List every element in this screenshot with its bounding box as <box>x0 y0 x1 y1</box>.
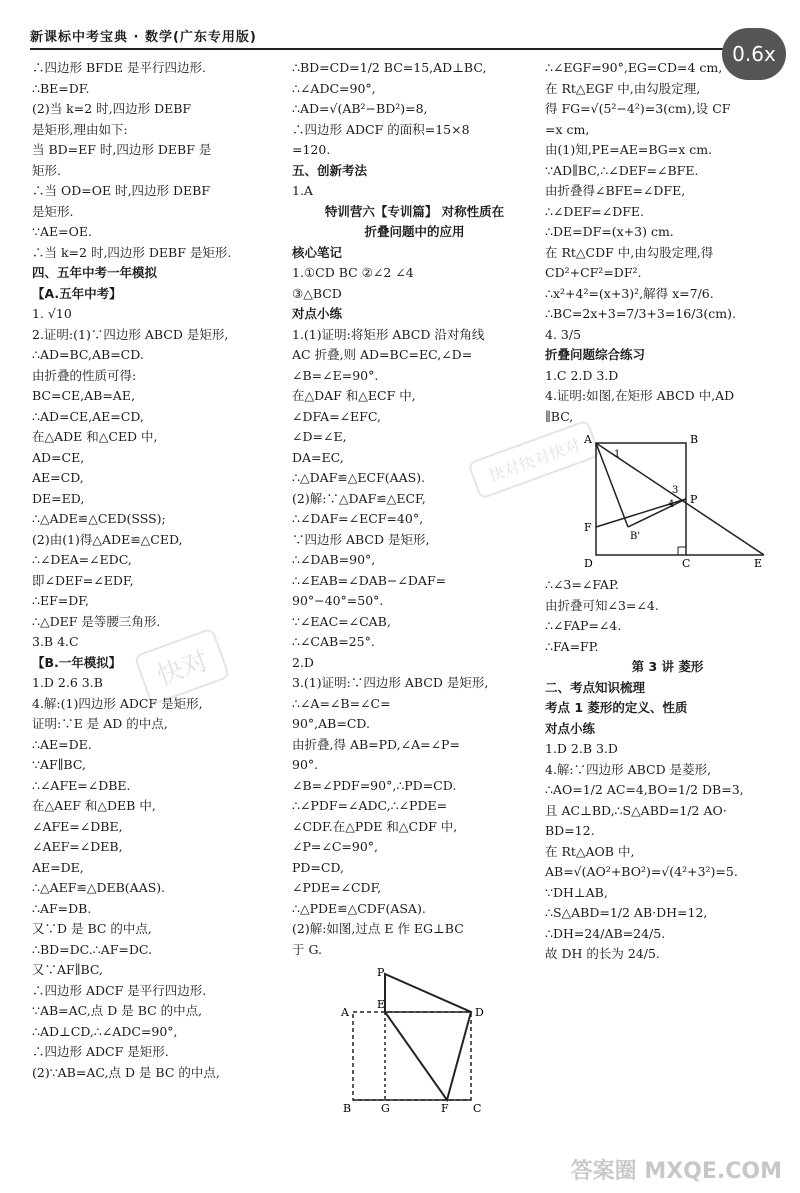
text-line: BD=12. <box>545 823 595 838</box>
text-line: 故 DH 的长为 24/5. <box>545 946 660 961</box>
text-line: ③△BCD <box>292 285 342 301</box>
text-line: (2)解:如图,过点 E 作 EG⊥BC <box>292 921 464 936</box>
line-ab-prime <box>596 443 628 527</box>
text-line: ∴AF=DB. <box>32 900 92 916</box>
text-line: ∴∠ADC=90°, <box>292 80 376 96</box>
text-line: CD²+CF²=DF². <box>545 265 642 280</box>
text-line: ∴∠EGF=90°,EG=CD=4 cm, <box>545 60 723 75</box>
text-line: ∴BC=2x+3=7/3+3=16/3(cm). <box>545 306 736 321</box>
fig2-label: P <box>689 493 697 506</box>
right-angle-mark <box>678 547 686 555</box>
column-right <box>545 58 790 1168</box>
column-left <box>32 58 277 1168</box>
text-line: 1.C 2.D 3.D <box>545 367 619 383</box>
fig2-label: B <box>689 433 698 446</box>
text-line: (2)解:∵△DAF≌△ECF, <box>292 490 426 506</box>
text-line: BC=CE,AB=AE, <box>32 388 135 403</box>
text-line: ∴x²+4²=(x+3)²,解得 x=7/6. <box>545 285 714 301</box>
dashed-rectangle <box>353 1012 471 1100</box>
text-line: 对点小练 <box>292 306 343 321</box>
zoom-badge[interactable]: 0.6x <box>722 28 786 80</box>
text-line: 即∠DEF=∠EDF, <box>32 572 134 588</box>
text-line: ∴∠AFE=∠DBE. <box>32 777 131 793</box>
fig1-label: P <box>376 966 384 979</box>
text-line: 4. 3/5 <box>545 326 582 342</box>
text-line: ∴△DEF 是等腰三角形. <box>32 613 161 629</box>
text-line: ∴四边形 ADCF 是矩形. <box>32 1044 169 1059</box>
text-line: 五、创新考法 <box>292 162 368 178</box>
text-line: 在△AEF 和△DEB 中, <box>32 798 156 813</box>
text-line: ∠PDE=∠CDF, <box>292 880 382 895</box>
text-line: 在△DAF 和△ECF 中, <box>292 388 416 403</box>
text-line: ∴当 k=2 时,四边形 DEBF 是矩形. <box>32 244 232 260</box>
text-line: ∵∠EAC=∠CAB, <box>292 613 391 629</box>
text-line: ∵AB=AC,点 D 是 BC 的中点, <box>32 1003 203 1018</box>
text-line: AE=DE, <box>32 859 84 875</box>
text-line: 1. √10 <box>32 306 72 321</box>
text-line: ∴AD=√(AB²−BD²)=8, <box>292 101 428 116</box>
fig1-label: G <box>380 1102 390 1114</box>
text-line: ∴BE=DF. <box>32 80 90 96</box>
text-line: 在 Rt△EGF 中,由勾股定理, <box>545 80 701 96</box>
text-line: (2)当 k=2 时,四边形 DEBF <box>32 101 192 116</box>
text-line: 4.证明:如图,在矩形 ABCD 中,AD <box>545 388 735 403</box>
text-line: ∴AD⊥CD,∴∠ADC=90°, <box>32 1023 178 1039</box>
watermark-stamp: 快对快对快对 <box>467 419 601 499</box>
text-line: ∵AD∥BC,∴∠DEF=∠BFE. <box>545 162 699 178</box>
text-line: ∠P=∠C=90°, <box>292 839 378 854</box>
folded-quad <box>385 974 471 1100</box>
text-line: ∴∠DAB=90°, <box>292 552 376 567</box>
text-line: 4.解:∵四边形 ABCD 是菱形, <box>545 761 712 777</box>
watermark-stamp: 快对 <box>133 627 230 706</box>
text-line: 在 Rt△CDF 中,由勾股定理,得 <box>545 244 714 260</box>
text-line: =120. <box>292 142 331 157</box>
text-line: 由折叠,得 AB=PD,∠A=∠P= <box>292 736 460 752</box>
text-line: ∴∠FAP=∠4. <box>545 618 622 633</box>
text-line: ∴AO=1/2 AC=4,BO=1/2 DB=3, <box>545 782 744 797</box>
text-line: ∴△PDE≌△CDF(ASA). <box>292 900 426 916</box>
text-line: 1.D 2.6 3.B <box>32 675 103 690</box>
column-middle <box>292 58 537 1168</box>
text-line: ∴S△ABD=1/2 AB·DH=12, <box>545 905 708 920</box>
text-line: ∴∠DEA=∠EDC, <box>32 552 132 567</box>
text-line: 1.①CD BC ②∠2 ∠4 <box>292 265 414 280</box>
text-line: ∴∠PDF=∠ADC,∴∠PDE= <box>292 798 448 813</box>
fig1-label: A <box>340 1006 349 1019</box>
text-line: ∵AE=OE. <box>32 224 92 239</box>
text-line: 由折叠的性质可得: <box>32 367 137 383</box>
fig1-label: E <box>376 998 385 1011</box>
text-line: 由折叠可知∠3=∠4. <box>545 597 659 613</box>
text-line: 90°−40°=50°. <box>292 593 384 608</box>
text-line: =x cm, <box>545 121 590 137</box>
text-line: ∵AF∥BC, <box>32 757 86 772</box>
text-line: DE=ED, <box>32 490 85 506</box>
text-line: ∴∠DAF=∠ECF=40°, <box>292 511 424 526</box>
figure-fold-rectangle <box>335 964 495 1114</box>
text-line: 当 BD=EF 时,四边形 DEBF 是 <box>32 142 212 157</box>
fig1-label: C <box>472 1102 481 1114</box>
text-line: ∠AFE=∠DBE, <box>32 818 123 834</box>
text-line: AC 折叠,则 AD=BC=EC,∠D= <box>292 347 473 362</box>
book-title: 新课标中考宝典 · 数学(广东专用版) <box>30 30 257 45</box>
fig2-label: E <box>753 557 762 570</box>
text-line: ∴BD=CD=1/2 BC=15,AD⊥BC, <box>292 60 487 75</box>
text-line: (2)∵AB=AC,点 D 是 BC 的中点, <box>32 1064 220 1080</box>
fig2-label: D <box>583 557 593 570</box>
text-line: 四、五年中考一年模拟 <box>32 265 158 280</box>
text-line: 考点 1 菱形的定义、性质 <box>545 700 688 715</box>
text-line: 又∵D 是 BC 的中点, <box>32 921 152 936</box>
text-line: ∴FA=FP. <box>545 638 599 654</box>
text-line: AB=√(AO²+BO²)=√(4²+3²)=5. <box>545 864 738 879</box>
text-line: ∴DE=DF=(x+3) cm. <box>545 224 674 239</box>
text-line: ∴∠DEF=∠DFE. <box>545 203 644 219</box>
text-line: 2.证明:(1)∵四边形 ABCD 是矩形, <box>32 326 229 342</box>
text-line: PD=CD, <box>292 859 345 875</box>
fig2-label: F <box>583 521 592 534</box>
text-line: ∴四边形 ADCF 是平行四边形. <box>32 982 207 998</box>
fig1-label: F <box>440 1102 449 1114</box>
fig2-label: B' <box>629 531 640 542</box>
text-line: ∴∠3=∠FAP. <box>545 577 619 592</box>
fig2-label: C <box>681 557 690 570</box>
text-line: 证明:∵E 是 AD 的中点, <box>32 716 168 731</box>
text-line: ∴四边形 BFDE 是平行四边形. <box>32 60 206 75</box>
text-line: 于 G. <box>292 941 322 957</box>
text-line: ∴当 OD=OE 时,四边形 DEBF <box>32 183 211 198</box>
fig2-label: 3 <box>671 485 678 496</box>
fig2-label: A <box>583 433 592 446</box>
line-b-prime-p <box>628 499 686 527</box>
text-line: ∴△AEF≌△DEB(AAS). <box>32 880 166 895</box>
text-line: 又∵AF∥BC, <box>32 962 103 977</box>
text-line: ∵四边形 ABCD 是矩形, <box>292 531 430 547</box>
fig1-label: B <box>342 1102 351 1114</box>
text-line: ∠B=∠PDF=90°,∴PD=CD. <box>292 777 457 793</box>
page-header <box>30 18 770 50</box>
text-line: ∴AE=DE. <box>32 736 92 752</box>
text-line: ∵DH⊥AB, <box>545 884 608 900</box>
text-line: ∴∠CAB=25°. <box>292 634 375 649</box>
text-line: 折叠问题综合练习 <box>545 347 646 362</box>
text-line: 核心笔记 <box>292 244 343 260</box>
text-line: 2.D <box>292 654 314 670</box>
text-line: AD=CE, <box>32 449 85 465</box>
text-line: 90°. <box>292 757 319 772</box>
text-line: 得 FG=√(5²−4²)=3(cm),设 CF <box>545 101 731 116</box>
text-line: ∴AD=CE,AE=CD, <box>32 408 144 424</box>
text-line: 【A.五年中考】 <box>32 285 122 301</box>
text-line: 3.B 4.C <box>32 634 79 649</box>
text-line: ∴AD=BC,AB=CD. <box>32 347 144 362</box>
text-line: (2)由(1)得△ADE≌△CED, <box>32 531 183 547</box>
text-line: ∴DH=24/AB=24/5. <box>545 925 666 941</box>
text-line: ∥BC, <box>545 408 574 424</box>
text-line: 在△ADE 和△CED 中, <box>32 429 158 444</box>
text-line: ∴四边形 ADCF 的面积=15×8 <box>292 121 470 137</box>
text-line: 折叠问题中的应用 <box>364 224 465 239</box>
fig2-label: 4 <box>667 499 674 510</box>
text-line: 是矩形. <box>32 203 74 219</box>
text-line: 第 3 讲 菱形 <box>631 659 704 674</box>
text-line: 1.(1)证明:将矩形 ABCD 沿对角线 <box>292 326 485 342</box>
text-line: ∴△DAF≌△ECF(AAS). <box>292 470 426 485</box>
text-line: AE=CD, <box>32 470 84 485</box>
text-line: 3.(1)证明:∵四边形 ABCD 是矩形, <box>292 675 489 690</box>
text-line: ∴EF=DF, <box>32 593 89 608</box>
line-ae <box>596 443 764 555</box>
text-line: 由折叠得∠BFE=∠DFE, <box>545 183 686 198</box>
text-line: 4.解:(1)四边形 ADCF 是矩形, <box>32 695 203 711</box>
text-line: ∴△ADE≌△CED(SSS); <box>32 511 166 526</box>
footer-watermark: 答案圈 MXQE.COM <box>570 1159 782 1184</box>
text-line: 是矩形,理由如下: <box>32 121 128 137</box>
text-line: ∴BD=DC.∴AF=DC. <box>32 941 152 957</box>
text-line: 且 AC⊥BD,∴S△ABD=1/2 AO· <box>545 802 727 818</box>
text-line: 90°,AB=CD. <box>292 716 370 731</box>
text-line: ∠B=∠E=90°. <box>292 367 379 383</box>
text-line: DA=EC, <box>292 449 344 465</box>
text-line: 【B.一年模拟】 <box>32 654 122 670</box>
text-line: 1.D 2.B 3.D <box>545 741 618 756</box>
text-line: ∴∠A=∠B=∠C= <box>292 695 391 711</box>
fig1-label: D <box>474 1006 484 1019</box>
text-line: 二、考点知识梳理 <box>545 679 646 695</box>
text-line: 矩形. <box>32 162 61 178</box>
text-line: 由(1)知,PE=AE=BG=x cm. <box>545 142 713 157</box>
text-line: 对点小练 <box>545 720 596 736</box>
text-line: 特训营六【专训篇】 对称性质在 <box>324 203 505 219</box>
text-line: 在 Rt△AOB 中, <box>545 843 635 859</box>
text-line: ∴∠EAB=∠DAB−∠DAF= <box>292 572 447 588</box>
text-line: ∠DFA=∠EFC, <box>292 408 381 424</box>
text-line: ∠CDF.在△PDE 和△CDF 中, <box>292 818 458 834</box>
text-line: 1.A <box>292 183 313 198</box>
fig2-label: 1 <box>613 449 620 460</box>
text-line: ∠AEF=∠DEB, <box>32 839 123 854</box>
text-line: ∠D=∠E, <box>292 429 347 444</box>
